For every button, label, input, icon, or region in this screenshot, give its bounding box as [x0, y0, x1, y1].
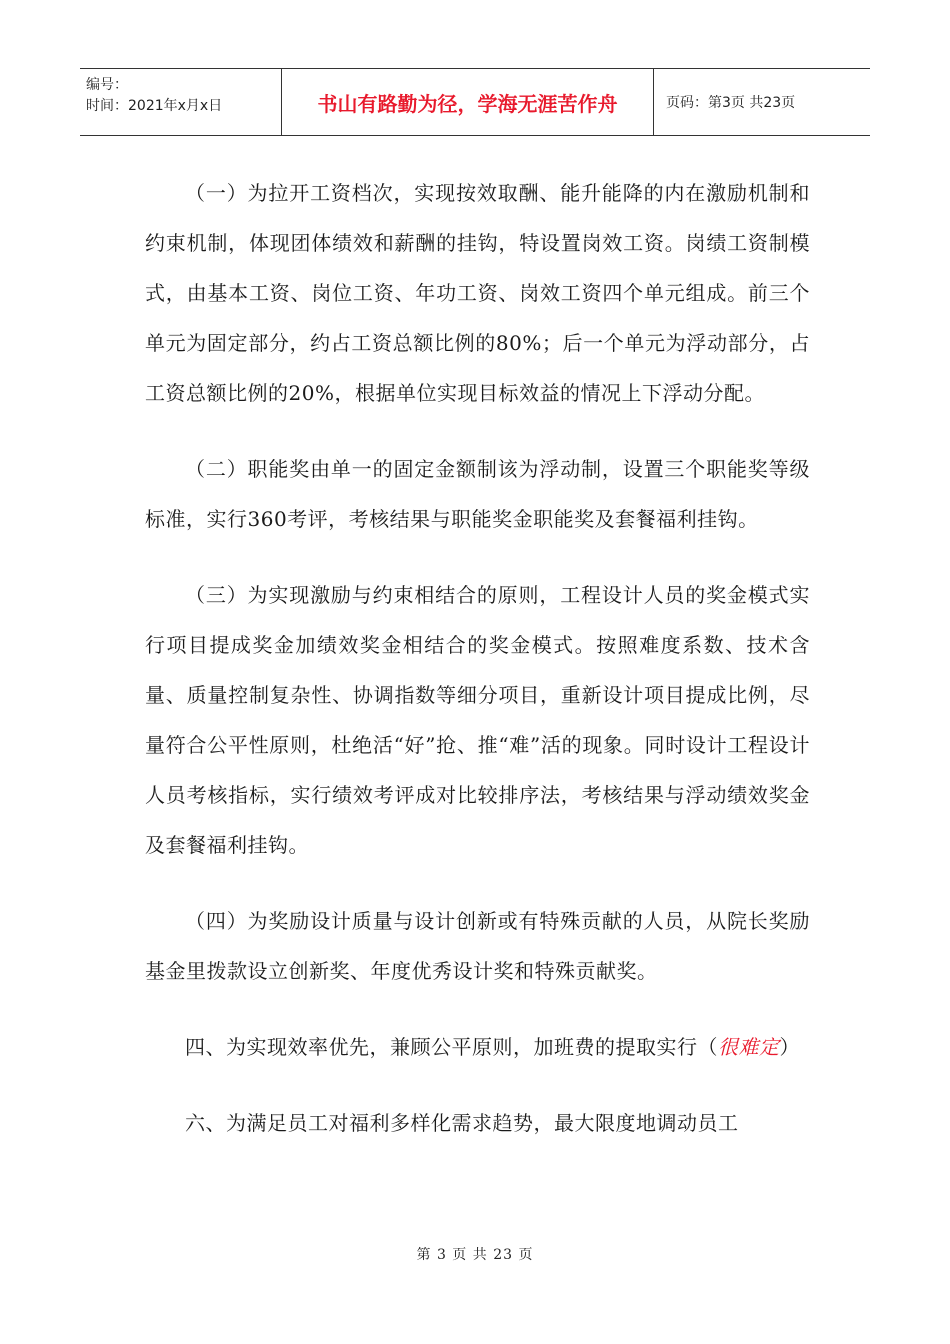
- paragraph-6: 六、为满足员工对福利多样化需求趋势，最大限度地调动员工: [185, 1111, 739, 1135]
- page-footer: 第 3 页 共 23 页: [416, 1247, 534, 1263]
- page-header: [80, 68, 870, 136]
- paragraph-5-annotation: 很难定: [718, 1035, 780, 1059]
- paragraph-4: （四）为奖励设计质量与设计创新或有特殊贡献的人员，从院长奖励基金里拨款设立创新奖、年度优秀设计奖和特殊贡献奖。: [145, 909, 810, 983]
- paragraph-1: （一）为拉开工资档次，实现按效取酬、能升能降的内在激励机制和约束机制，体现团体绩效和薪酬的挂钩，特设置岗效工资。岗绩工资制模式，由基本工资、岗位工资、年功工资、岗效工资四个单元组成。前三个单元为固定部分，约占工资总额比例的80%；后一个单元为浮动部分，占工资总额比例的20%，根据单位实现目标效益的情况上下浮动分配。: [145, 181, 810, 405]
- header-page-info: 页码：第3页 共23页: [666, 95, 796, 111]
- header-meta-cell: [80, 69, 282, 135]
- document-body: [145, 168, 810, 1174]
- document-date-label: 时间：2021年x月x日: [86, 98, 223, 114]
- paragraph-2: （二）职能奖由单一的固定金额制该为浮动制，设置三个职能奖等级标准，实行360考评，考核结果与职能奖金职能奖及套餐福利挂钩。: [145, 457, 810, 531]
- paragraph-3: （三）为实现激励与约束相结合的原则，工程设计人员的奖金模式实行项目提成奖金加绩效奖金相结合的奖金模式。按照难度系数、技术含量、质量控制复杂性、协调指数等细分项目，重新设计项目提成比例，尽量符合公平性原则，杜绝活“好”抢、推“难”活的现象。同时设计工程设计人员考核指标，实行绩效考评成对比较排序法，考核结果与浮动绩效奖金及套餐福利挂钩。: [145, 583, 810, 857]
- paragraph-5-text: 四、为实现效率优先，兼顾公平原则，加班费的提取实行（: [185, 1035, 718, 1059]
- paragraph-5: [145, 1022, 810, 1072]
- document-number-label: 编号：: [86, 77, 128, 93]
- paragraph-5-close: ）: [779, 1035, 800, 1059]
- header-motto: 书山有路勤为径，学海无涯苦作舟: [282, 69, 654, 135]
